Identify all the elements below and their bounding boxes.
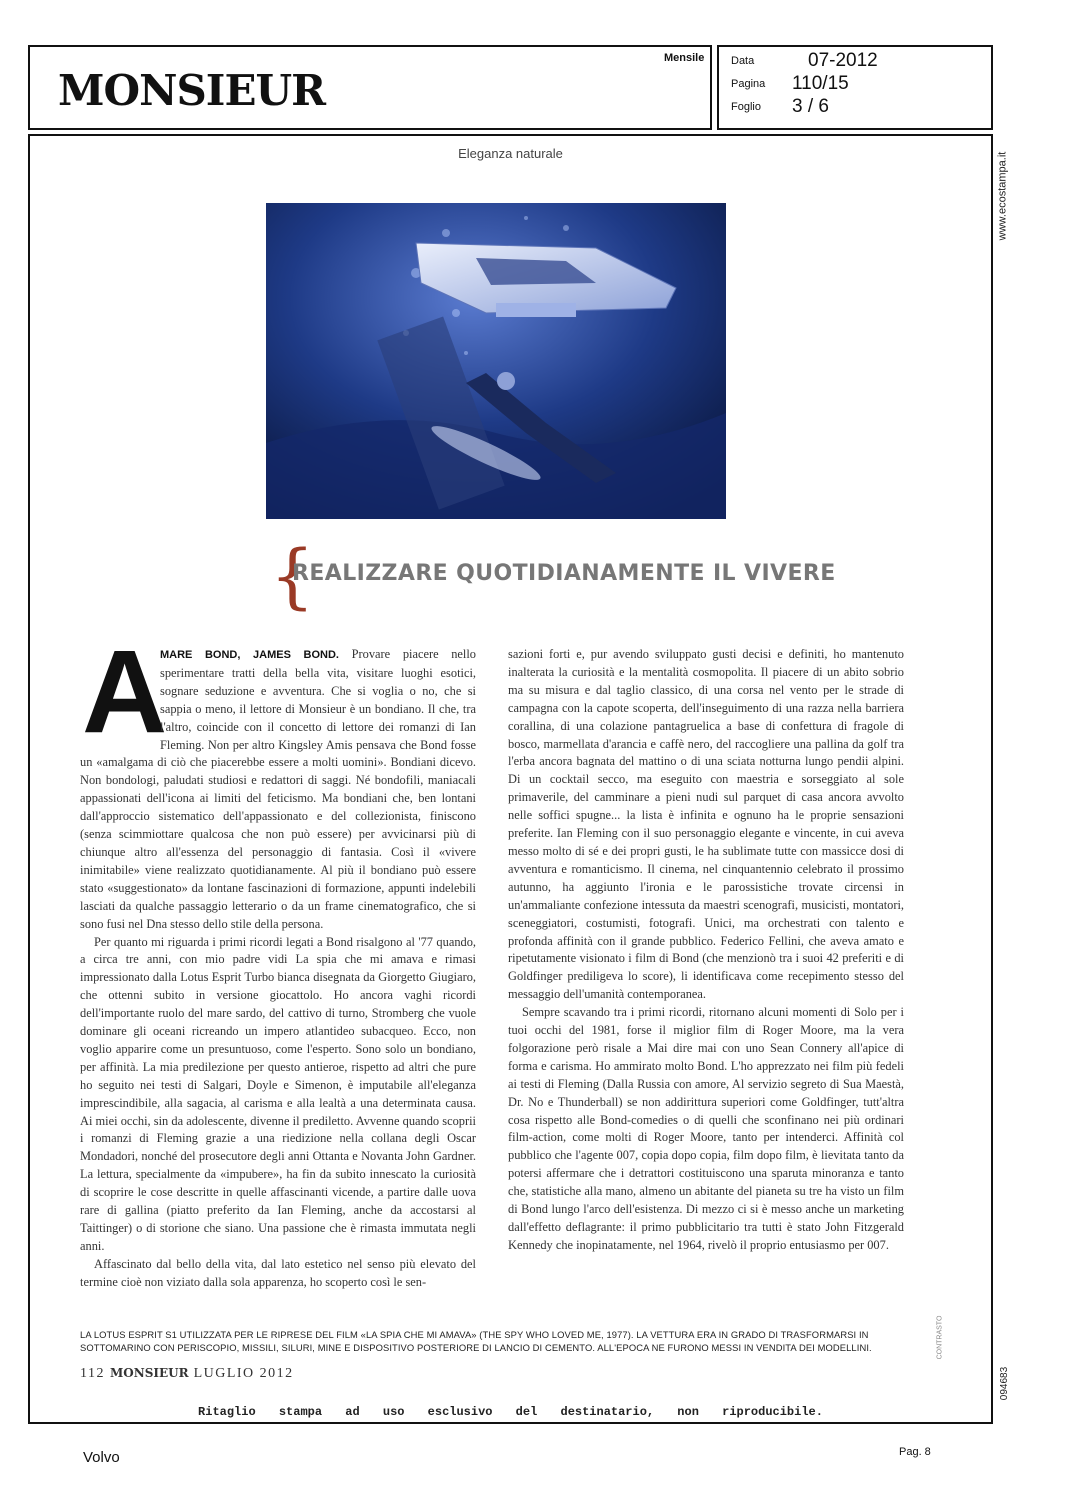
page-footer (80, 1366, 294, 1382)
paragraph: Per quanto mi riguarda i primi ricordi legati a Bond risalgono al '77 quando, a circa tre anni, con mio padre vidi La spia che mi amava e rimasi impressionato dalla Lotus Esprit Turbo bianca disegnata da Giorgetto Giugiaro, che ottenni subito in versione giocattolo. Ho ancora vaghi ricordi dell'importante ruolo del mare sardo, del cattivo di turno, Stromberg che vuole dominare gli oceani ricreando un impero atlantideo subacqueo. Ecco, non voglio apparire come un presuntuoso, come l'esperto. Sono solo un bondiano, per affinità. La mia predilezione per questo antieroe, rispetto ad altri che pure ho seguito nei testi di Salgari, Doyle e Simenon, è imputabile all'eleganza imprescindibile, alla sagacia, al carisma e alla lealtà a una determinata causa. Ai miei occhi, sin da adolescente, divenne il prediletto. Avvenne quando scoprii i romanzi di Fleming grazie a una riedizione nella collana degli Oscar Mondadori, nonché del prosecutore degli anni Ottanta e Novanta John Gardner. La lettura, specialmente da «impubere», ha fin da subito innescato la curiosità di scoprire le cose descritte in quelle affascinanti vicende, a partire dalle uova rare di gallina (piatto preferito da Ian Fleming, anche da accostarsi al Taittinger) o di storione che siano. Una passione che è rimasta immutata negli anni. (80, 934, 476, 1253)
meta-value-foglio: 3 / 6 (792, 96, 829, 117)
photo-credit-text: CONTRASTO (936, 1315, 944, 1360)
meta-value-pagina: 110/15 (792, 73, 849, 94)
article-photo (266, 203, 726, 519)
paragraph: sazioni forti e, pur avendo sviluppato gusti decisi e definiti, ho mantenuto inalterata la curiosità e la mentalità cosmopolita. Il piacere di un abito sobrio ma su misura e dal taglio classico, di una corsa nel vento per le strade di campagna con la capote scoperta, dell'inseguimento di una razza nella barriera corallina, di una colazione pantagruelica a base di confettura di fragole di bosco, marmellata d'arancia e caffè nero, del raccogliere una pallina da golf tra l'erba ancora bagnata del mattino o di una sciata notturna lungo pendii alpini. Di un cocktail secco, ma eseguito con maestria e sorseggiato al sole primaverile, del camminare a pieni nudi sul parquet di casa ancora avvolto nelle soffici spugne... la lista è infinita e ognuno ha le proprie sensazioni preferite. Ian Fleming con il suo personaggio elegante e vincente, in cui aveva messo molto di sé e dei propri gusti, le ha sublimate tutte con massicce dosi di avventura e romanticismo. Il cinema, nel cinquantennio celebrato il prossimo autunno, ha aggiunto l'ironia e le parossistiche trovate circensi in un'ammaliante confezione intessuta da maestri scenografi, musicisti, montatori, sceneggiatori, costumisti, fotografi. Unici, ma orchestrati con talento e profonda affinità con il grande pubblico. Federico Fellini, che aveva amato e ripetutamente visionato i film di Bond (che menzionò tra i suoi 42 preferiti e di Goldfinger prediligeva lo score), li identificava come recepimento stesso del messaggio dell'umanità contemporanea. (508, 647, 904, 1002)
page-brand: MONSIEUR (109, 1366, 189, 1380)
headline-brace: { (270, 535, 315, 617)
article-column-2 (508, 646, 904, 1255)
side-url-text: www.ecostampa.it (996, 151, 1009, 241)
paragraph: Sempre scavando tra i primi ricordi, ritornano alcuni momenti di Solo per i tuoi occhi del 1981, forse il miglior film di Roger Moore, ma la vera folgorazione però risale a Mai dire mai con uno Sean Connery all'apice di forma e carisma. Ho ammirato molto Bond. L'ho apprezzato nei film più fedeli ai testi di Fleming (Dalla Russia con amore, Al servizio segreto di Sua Maestà, Dr. No e Thunderball) se non addirittura superiori come Goldfinger, tutt'altra cosa rispetto alle Bond-comedies o di quelli che sconfinano nei più ordinari film-action, come molti di Roger Moore, tanto per intenderci. Affinità col pubblico che l'agente 007, copia dopo copia, film dopo film, è lievitata tanto da potersi affermare che i detrattori costituiscono una sparuta minoranza e tanto che, statistiche alla mano, almeno un abitante del pianeta su tre ha visto un film di Bond lungo l'arco dell'esistenza. Di mezzo ci si è messo anche un marketing dall'effetto deflagrante: il primo pubblicitario tra tutti è stato John Fitzgerald Kennedy che inopinatamente, nel 1964, rivelò il proprio entusiasmo per 007. (508, 1005, 904, 1252)
side-url (996, 148, 1014, 248)
drop-cap-space (80, 646, 160, 742)
bottom-rule (28, 1422, 993, 1424)
article-headline: REALIZZARE QUOTIDIANAMENTE IL VIVERE (292, 561, 836, 586)
clipping-notice: Ritaglio stampa ad uso esclusivo del destinatario, non riproducibile. (198, 1405, 823, 1419)
drop-cap: A (82, 626, 168, 758)
article-column-1 (80, 646, 476, 1292)
section-title: Eleganza naturale (458, 146, 563, 161)
photo-caption: LA LOTUS ESPRIT S1 UTILIZZATA PER LE RIPRESE DEL FILM «LA SPIA CHE MI AMAVA» (THE SPY WHO LOVED ME, 1977). LA VETTURA ERA IN GRADO DI TRASFORMARSI IN SOTTOMARINO CON PERISCOPIO, MISSILI, SILURI, MINE E DISPOSITIVO POSTERIORE DI LANCIO DI CEMENTO. ALL'EPOCA NE FURONO MESSI IN VENDITA DEI MODELLINI. (80, 1329, 872, 1353)
meta-label-foglio: Foglio (731, 101, 761, 113)
masthead-logo: MONSIEUR (58, 66, 325, 115)
lead-in: MARE BOND, JAMES BOND. (160, 649, 339, 661)
paragraph: Affascinato dal bello della vita, dal lato estetico nel senso più elevato del termine cioè non viziato dalla sola apparenza, ho scoperto così le sen- (80, 1256, 476, 1289)
meta-label-pagina: Pagina (731, 78, 766, 90)
page-indicator: Pag. 8 (899, 1446, 931, 1458)
client-name: Volvo (83, 1449, 120, 1466)
meta-label-data: Data (731, 55, 755, 67)
page-date: LUGLIO 2012 (193, 1366, 294, 1381)
frequency-label: Mensile (664, 52, 705, 64)
meta-value-data: 07-2012 (808, 50, 878, 71)
page-number: 112 (80, 1366, 105, 1381)
side-code (1000, 1360, 1014, 1410)
underwater-car-illustration (266, 203, 726, 519)
paragraph-text: Provare piacere nello sperimentare tratti della bella vita, visitare luoghi esotici, sognare seduzione e avventura. Che si voglia o no, che si sappia o meno, il lettore di Monsieur è un bondiano. Il che, tra l'altro, coincide con il concetto di lettore dei romanzi di Ian Fleming. Non per altro Kingsley Amis pensava che Bond fosse un «amalgama di ciò che piacerebbe essere a molti uomini». Bondiani dicevo. Non bondologi, paludati studiosi e redattori di saggi. Né bondofili, maniacali appassionati dell'icona ai limiti del feticismo. Ma bondiani che, ben lontani dall'approccio sistematico dell'appassionato e del collezionista, finiscono (senza scimmiottare qualcosa che non può essere) per avvicinarsi più di chiunque altro all'essenza del personaggio di fantasia. Così il «vivere inimitabile» viene realizzato quotidianamente. Al più il bondiano può essere stato «suggestionato» da lontane fascinazioni di formazione, appunti indelebili lasciati da qualche passaggio letterario o da un frame cinematografico, che si sono fusi nel Dna stesso dello stile della persona. (80, 647, 476, 931)
side-code-text: 094683 (999, 1366, 1011, 1401)
photo-credit (936, 1312, 950, 1372)
